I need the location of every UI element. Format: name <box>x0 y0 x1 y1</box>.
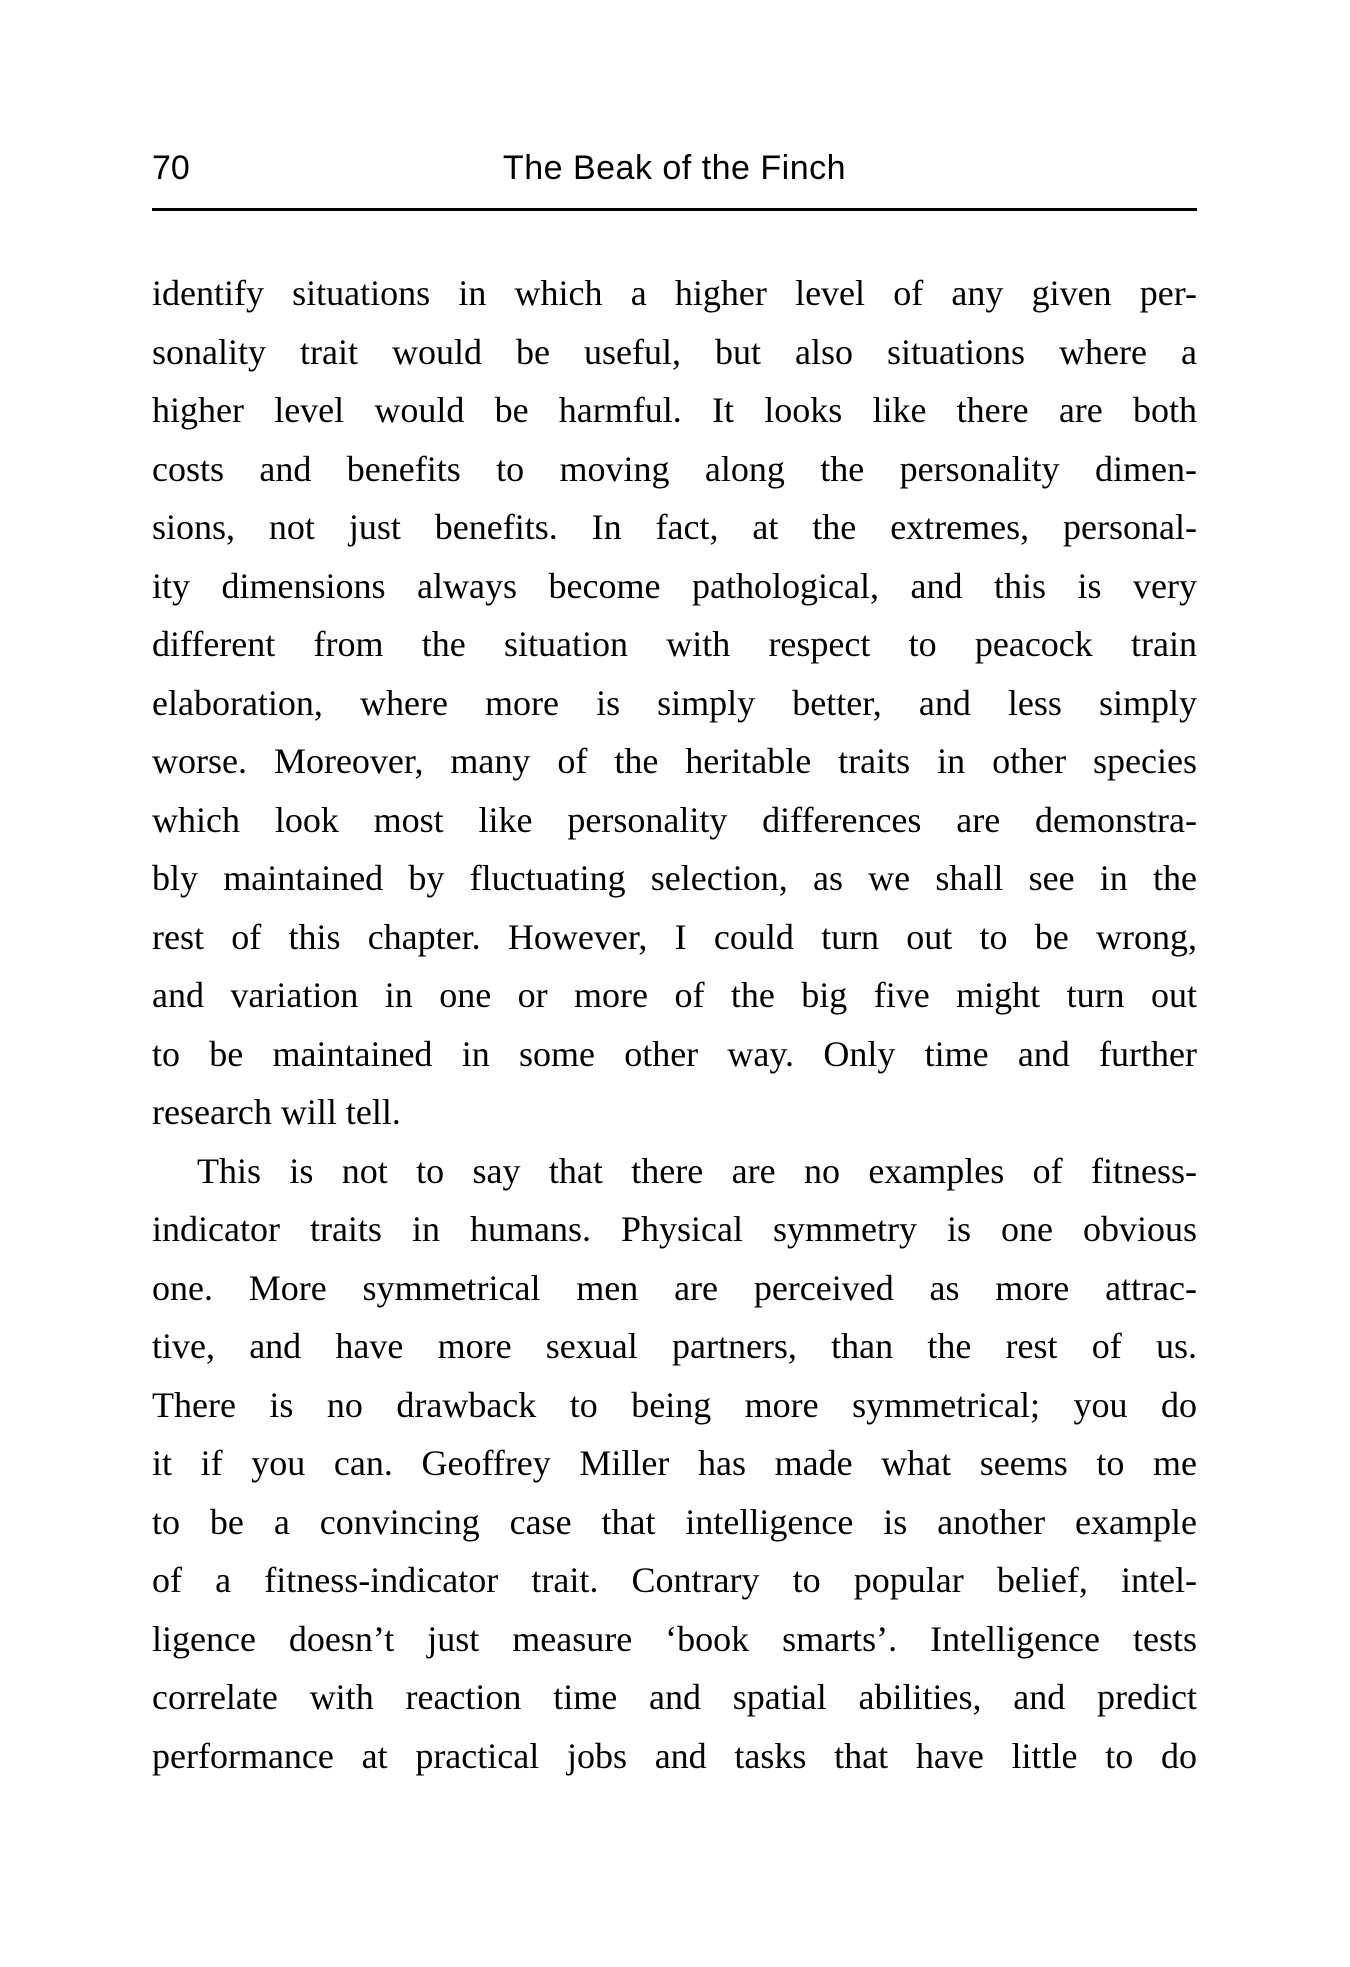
text-line: ligence doesn’t just measure ‘book smarts’. Intelligence tests <box>152 1618 1197 1659</box>
text-line: different from the situation with respect to peacock train <box>152 624 1197 664</box>
text-line: one. More symmetrical men are perceived as more attrac- <box>152 1267 1197 1308</box>
text-line: There is no drawback to being more symmetrical; you do <box>152 1384 1197 1425</box>
text-line: identify situations in which a higher level of any given per- <box>152 273 1197 313</box>
text-line: and variation in one or more of the big five might turn out <box>152 975 1197 1015</box>
text-line: indicator traits in humans. Physical symmetry is one obvious <box>152 1209 1197 1249</box>
header-rule <box>152 208 1197 211</box>
text-line: worse. Moreover, many of the heritable traits in other species <box>152 741 1197 781</box>
text-line: This is not to say that there are no examples of fitness- <box>197 1150 1197 1191</box>
page-number: 70 <box>152 149 190 187</box>
body-text <box>152 264 1197 1785</box>
text-line: it if you can. Geoffrey Miller has made what seems to me <box>152 1443 1197 1483</box>
text-line: which look most like personality differences are demonstra- <box>152 799 1197 840</box>
text-line: correlate with reaction time and spatial abilities, and predict <box>152 1677 1197 1717</box>
text-line: higher level would be harmful. It looks like there are both <box>152 390 1197 430</box>
text-line: ity dimensions always become pathological, and this is very <box>152 565 1197 606</box>
text-line: bly maintained by fluctuating selection, as we shall see in the <box>152 858 1197 898</box>
text-line: to be a convincing case that intelligence is another example <box>152 1501 1197 1542</box>
text-line: sonality trait would be useful, but also situations where a <box>152 331 1197 372</box>
text-line: performance at practical jobs and tasks that have little to do <box>152 1735 1197 1776</box>
running-title: The Beak of the Finch <box>502 149 847 187</box>
page-header <box>152 147 1197 189</box>
text-line: to be maintained in some other way. Only time and further <box>152 1033 1197 1074</box>
text-line: elaboration, where more is simply better, and less simply <box>152 682 1197 723</box>
text-line: of a fitness-indicator trait. Contrary to popular belief, intel- <box>152 1560 1197 1600</box>
text-line: tive, and have more sexual partners, than the rest of us. <box>152 1326 1197 1366</box>
text-line: costs and benefits to moving along the personality dimen- <box>152 448 1197 489</box>
text-line: research will tell. <box>152 1092 401 1132</box>
text-line: rest of this chapter. However, I could turn out to be wrong, <box>152 916 1197 957</box>
text-line: sions, not just benefits. In fact, at the extremes, personal- <box>152 507 1197 547</box>
